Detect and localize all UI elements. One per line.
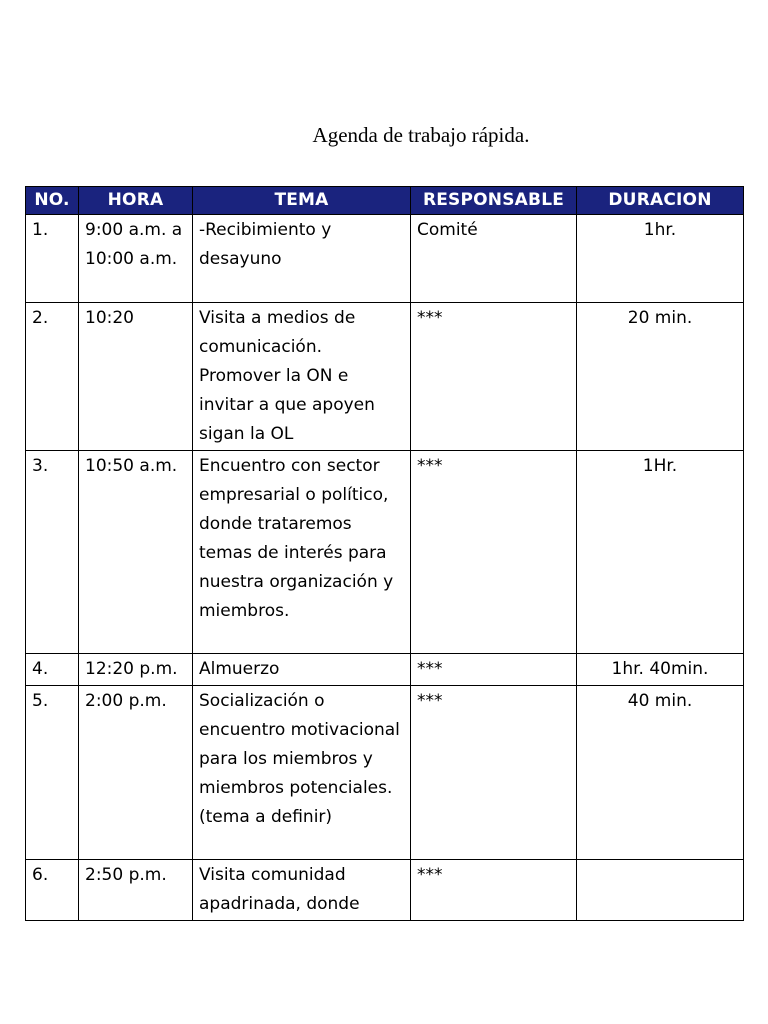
cell-tema: Visita a medios de comunicación. Promover la ON e invitar a que apoyen sigan la OL <box>193 303 411 451</box>
cell-responsable: *** <box>411 860 577 921</box>
header-row <box>26 187 744 215</box>
cell-no: 5. <box>26 686 79 860</box>
cell-responsable: *** <box>411 686 577 860</box>
cell-tema: -Recibimiento y desayuno <box>193 215 411 303</box>
cell-responsable: *** <box>411 654 577 686</box>
cell-hora: 2:00 p.m. <box>79 686 193 860</box>
cell-responsable: *** <box>411 303 577 451</box>
cell-responsable: Comité <box>411 215 577 303</box>
cell-responsable: *** <box>411 451 577 654</box>
table-row <box>26 451 744 654</box>
cell-tema: Visita comunidad apadrinada, donde <box>193 860 411 921</box>
cell-hora: 9:00 a.m. a 10:00 a.m. <box>79 215 193 303</box>
cell-tema: Almuerzo <box>193 654 411 686</box>
cell-no: 3. <box>26 451 79 654</box>
table-body <box>26 215 744 921</box>
cell-duracion: 1Hr. <box>577 451 744 654</box>
table-row <box>26 860 744 921</box>
table-row <box>26 215 744 303</box>
cell-tema: Socialización o encuentro motivacional para los miembros y miembros potenciales. (tema a definir) <box>193 686 411 860</box>
cell-hora: 10:20 <box>79 303 193 451</box>
cell-no: 4. <box>26 654 79 686</box>
cell-duracion <box>577 860 744 921</box>
cell-duracion: 1hr. 40min. <box>577 654 744 686</box>
cell-duracion: 1hr. <box>577 215 744 303</box>
cell-hora: 2:50 p.m. <box>79 860 193 921</box>
table-row <box>26 686 744 860</box>
cell-hora: 10:50 a.m. <box>79 451 193 654</box>
cell-no: 1. <box>26 215 79 303</box>
agenda-table-container <box>25 186 744 921</box>
cell-hora: 12:20 p.m. <box>79 654 193 686</box>
table-row <box>26 654 744 686</box>
page-title: Agenda de trabajo rápida. <box>312 123 530 147</box>
agenda-table <box>25 186 744 921</box>
cell-tema: Encuentro con sector empresarial o político, donde trataremos temas de interés para nuestra organización y miembros. <box>193 451 411 654</box>
table-header <box>26 187 744 215</box>
cell-no: 6. <box>26 860 79 921</box>
header-no: NO. <box>26 187 79 215</box>
cell-no: 2. <box>26 303 79 451</box>
header-responsable: RESPONSABLE <box>411 187 577 215</box>
cell-duracion: 40 min. <box>577 686 744 860</box>
header-tema: TEMA <box>193 187 411 215</box>
header-duracion: DURACION <box>577 187 744 215</box>
table-row <box>26 303 744 451</box>
header-hora: HORA <box>79 187 193 215</box>
cell-duracion: 20 min. <box>577 303 744 451</box>
